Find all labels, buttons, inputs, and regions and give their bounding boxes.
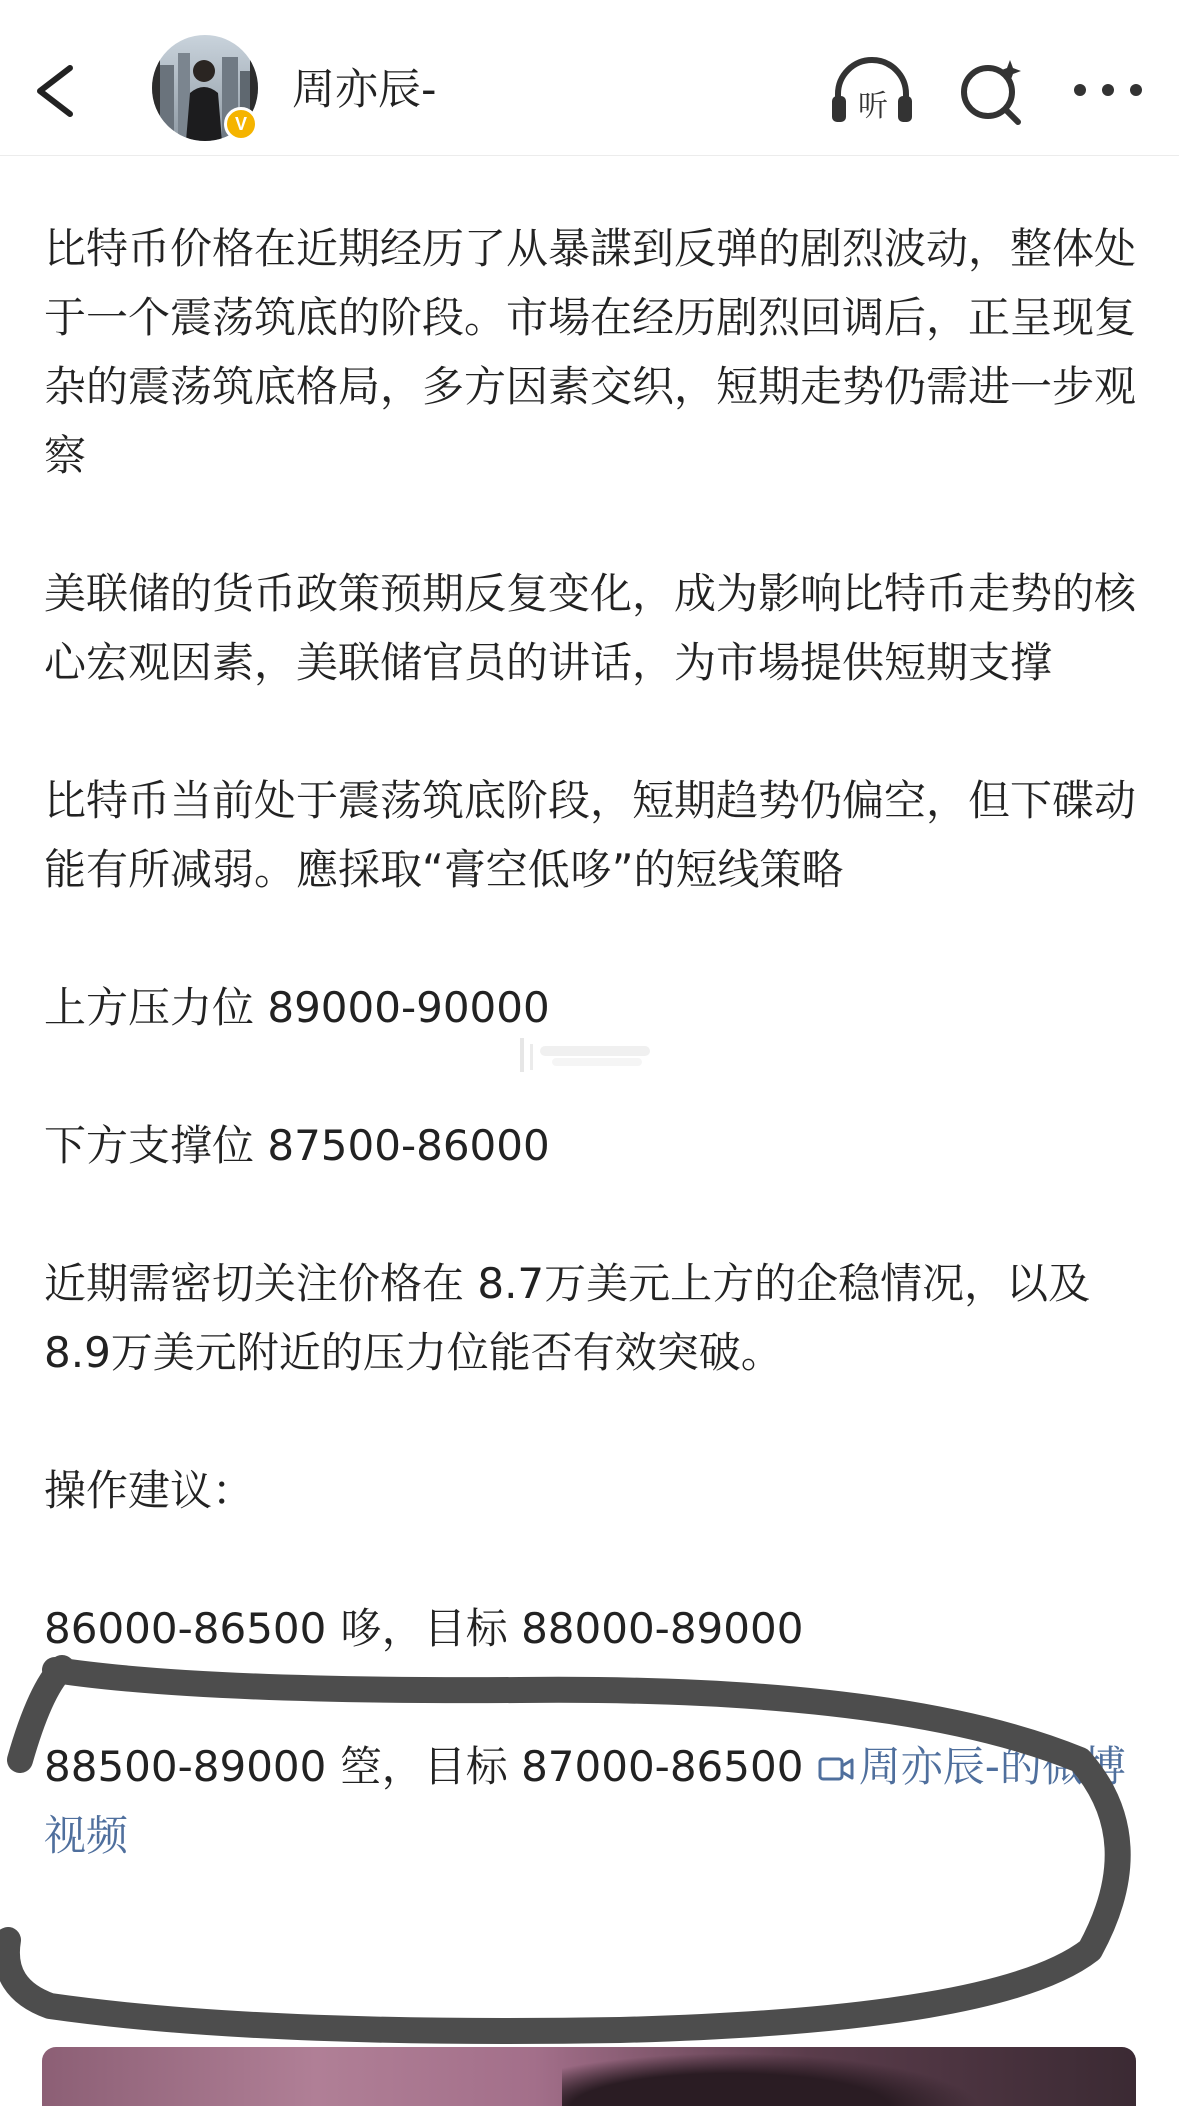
thumbnail-tree-silhouette: [562, 2053, 982, 2106]
support-level: 下方支撑位 87500-86000: [44, 1121, 550, 1170]
more-dots-icon: [1066, 50, 1150, 130]
post-paragraph: 美联储的货币政策预期反复变化，成为影响比特币走势的核心宏观因素，美联储官员的讲话，为市場提供短期支撑: [44, 569, 1137, 687]
post-paragraph: 比特币价格在近期经历了从暴諜到反弹的剧烈波动，整体处于一个震荡筑底的阶段。市場在经历剧烈回调后，正呈现复杂的震荡筑底格局，多方因素交织，短期走势仍需进一步观察: [44, 224, 1137, 480]
search-button[interactable]: [952, 50, 1030, 130]
top-nav-bar: [0, 0, 1179, 156]
short-trade-text: 88500-89000 箜，目标 87000-86500: [44, 1742, 817, 1791]
resistance-level: 上方压力位 89000-90000: [44, 983, 550, 1032]
post-paragraph: 近期需密切关注价格在 8.7万美元上方的企稳情况，以及 8.9万美元附近的压力位能否有效突破。: [44, 1259, 1104, 1377]
listen-label: 听: [858, 89, 888, 124]
video-thumbnail[interactable]: [42, 2047, 1136, 2106]
advice-heading: 操作建议：: [44, 1466, 255, 1515]
long-trade-suggestion: 86000-86500 哆，目标 88000-89000: [44, 1604, 804, 1653]
video-link-label: 周亦辰-的微博视频: [44, 1742, 1126, 1860]
chevron-left-icon: [22, 46, 88, 136]
listen-button[interactable]: [826, 50, 918, 130]
post-paragraph: 比特币当前处于震荡筑底阶段，短期趋势仍偏空，但下碟动能有所减弱。應採取“膏空低哆”的短线策略: [44, 776, 1137, 894]
verified-badge: V: [224, 107, 258, 141]
more-button[interactable]: [1066, 50, 1150, 130]
watermark-mark: [500, 1032, 682, 1080]
video-camera-icon: [817, 1754, 855, 1784]
short-trade-suggestion: [44, 1732, 1144, 1870]
back-button[interactable]: [22, 46, 88, 136]
headphones-icon: [826, 50, 918, 130]
avatar[interactable]: [152, 35, 258, 141]
search-sparkle-icon: [952, 50, 1030, 130]
username[interactable]: 周亦辰-: [292, 65, 437, 115]
